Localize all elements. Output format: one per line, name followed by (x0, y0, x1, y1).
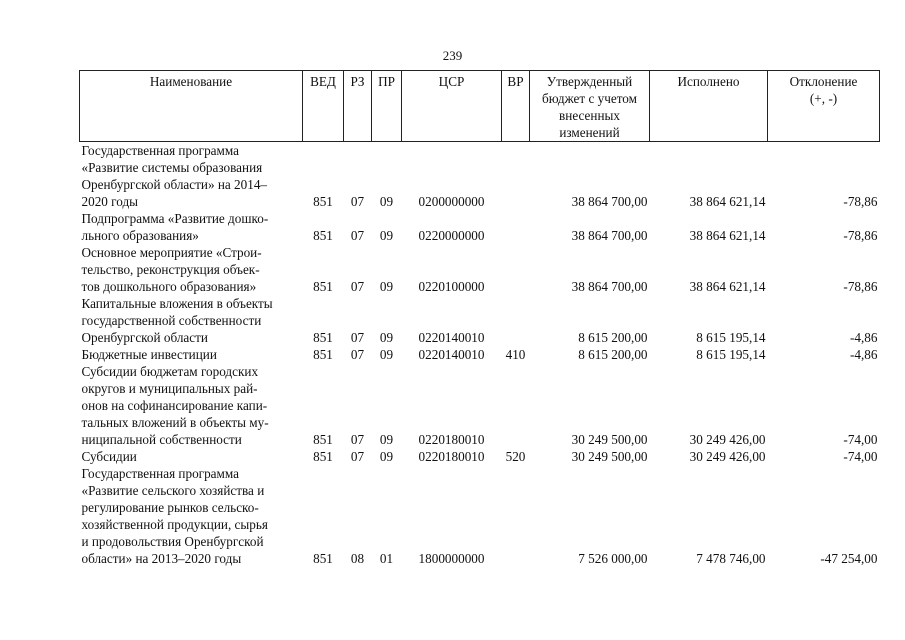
cell-name (80, 465, 303, 567)
cell-deviation: -4,86 (850, 347, 878, 362)
cell-name-line: Государственная программа (81, 466, 239, 481)
cell-name-line: Субсидии бюджетам городских (81, 364, 259, 379)
cell-pr: 09 (379, 330, 394, 345)
cell-csr: 0220000000 (418, 228, 485, 243)
cell-name-line: Бюджетные инвестиции (81, 347, 217, 362)
header-approved-line: Утвержденный (546, 74, 633, 89)
table-row (80, 244, 880, 295)
header-approved-line: бюджет с учетом (542, 91, 637, 106)
cell-executed: 8 615 195,14 (696, 330, 766, 345)
cell-executed: 7 478 746,00 (696, 551, 766, 566)
cell-ved: 851 (313, 432, 333, 447)
header-csr: ЦСР (402, 71, 502, 142)
cell-ved: 851 (313, 228, 333, 243)
cell-approved-budget: 38 864 700,00 (571, 194, 648, 209)
cell-csr: 0220100000 (418, 279, 485, 294)
cell-rz: 07 (350, 194, 365, 209)
cell-name-line: тальных вложений в объекты му- (81, 415, 269, 430)
cell-name-line: онов на софинансирование капи- (81, 398, 268, 413)
page-number: 239 (442, 48, 463, 63)
cell-ved: 851 (313, 449, 333, 464)
cell-name-line: и продовольствия Оренбургской (81, 534, 264, 549)
header-vr: ВР (502, 71, 530, 142)
cell-name-line: Оренбургской области» на 2014– (81, 177, 268, 192)
cell-rz: 07 (350, 228, 365, 243)
cell-deviation: -78,86 (843, 194, 878, 209)
cell-approved-budget: 30 249 500,00 (571, 449, 648, 464)
cell-approved-budget: 38 864 700,00 (571, 279, 648, 294)
table-row (80, 346, 880, 363)
cell-pr: 09 (379, 432, 394, 447)
cell-csr: 0220140010 (418, 347, 485, 362)
cell-name (80, 142, 303, 211)
cell-csr: 0220140010 (418, 330, 485, 345)
table-body (80, 142, 880, 568)
cell-rz: 07 (350, 449, 365, 464)
cell-deviation: -78,86 (843, 279, 878, 294)
cell-name-line: государственной собственности (81, 313, 262, 328)
cell-name-line: Государственная программа (81, 143, 239, 158)
header-deviation-line: (+, -) (809, 91, 838, 106)
cell-name (80, 295, 303, 346)
cell-name-line: Субсидии (81, 449, 137, 464)
cell-csr: 0200000000 (418, 194, 485, 209)
cell-name-line: области» на 2013–2020 годы (81, 551, 242, 566)
cell-deviation: -74,00 (843, 449, 878, 464)
cell-rz: 08 (350, 551, 365, 566)
table-row (80, 363, 880, 448)
cell-name-line: Капитальные вложения в объекты (81, 296, 273, 311)
cell-approved-budget: 8 615 200,00 (578, 347, 648, 362)
cell-name-line: 2020 годы (81, 194, 139, 209)
cell-rz: 07 (350, 279, 365, 294)
cell-csr: 0220180010 (418, 432, 485, 447)
cell-ved: 851 (313, 194, 333, 209)
cell-name (80, 363, 303, 448)
header-deviation (768, 71, 880, 142)
cell-csr: 1800000000 (418, 551, 485, 566)
cell-ved: 851 (313, 330, 333, 345)
cell-name-line: «Развитие сельского хозяйства и (81, 483, 265, 498)
cell-vr (502, 295, 530, 346)
cell-deviation: -74,00 (843, 432, 878, 447)
cell-vr (502, 142, 530, 211)
header-approved-line: изменений (559, 125, 620, 140)
header-executed: Исполнено (650, 71, 768, 142)
cell-vr (502, 465, 530, 567)
cell-rz: 07 (350, 330, 365, 345)
header-ved: ВЕД (303, 71, 344, 142)
cell-pr: 09 (379, 228, 394, 243)
table-row (80, 465, 880, 567)
cell-name-line: тельство, реконструкция объек- (81, 262, 260, 277)
cell-name-line: тов дошкольного образования» (81, 279, 257, 294)
header-pr: ПР (372, 71, 402, 142)
cell-pr: 09 (379, 347, 394, 362)
cell-deviation: -4,86 (850, 330, 878, 345)
cell-executed: 38 864 621,14 (689, 228, 766, 243)
header-rz: РЗ (344, 71, 372, 142)
cell-ved: 851 (313, 279, 333, 294)
header-approved-budget (530, 71, 650, 142)
cell-approved-budget: 7 526 000,00 (578, 551, 648, 566)
cell-name (80, 448, 303, 465)
cell-executed: 38 864 621,14 (689, 279, 766, 294)
budget-execution-table (79, 70, 880, 567)
cell-vr: 520 (505, 449, 526, 464)
cell-approved-budget: 30 249 500,00 (571, 432, 648, 447)
cell-executed: 8 615 195,14 (696, 347, 766, 362)
cell-vr (502, 363, 530, 448)
table-row (80, 295, 880, 346)
cell-ved: 851 (313, 551, 333, 566)
cell-vr (502, 210, 530, 244)
cell-name-line: Основное мероприятие «Строи- (81, 245, 262, 260)
cell-name (80, 210, 303, 244)
table-row (80, 210, 880, 244)
cell-ved: 851 (313, 347, 333, 362)
header-approved-line: внесенных (559, 108, 620, 123)
cell-pr: 09 (379, 194, 394, 209)
cell-name (80, 244, 303, 295)
cell-pr: 01 (379, 551, 394, 566)
cell-deviation: -78,86 (843, 228, 878, 243)
cell-approved-budget: 38 864 700,00 (571, 228, 648, 243)
cell-name-line: Подпрограмма «Развитие дошко- (81, 211, 269, 226)
cell-name-line: ниципальной собственности (81, 432, 242, 447)
header-deviation-line: Отклонение (789, 74, 858, 89)
cell-deviation: -47 254,00 (820, 551, 878, 566)
cell-pr: 09 (379, 449, 394, 464)
cell-vr: 410 (505, 347, 526, 362)
cell-vr (502, 244, 530, 295)
cell-executed: 30 249 426,00 (689, 432, 766, 447)
cell-name (80, 346, 303, 363)
cell-name-line: регулирование рынков сельско- (81, 500, 259, 515)
cell-name-line: «Развитие системы образования (81, 160, 263, 175)
cell-name-line: Оренбургской области (81, 330, 208, 345)
cell-approved-budget: 8 615 200,00 (578, 330, 648, 345)
table-row (80, 142, 880, 211)
cell-name-line: льного образования» (81, 228, 199, 243)
table-row (80, 448, 880, 465)
cell-executed: 30 249 426,00 (689, 449, 766, 464)
cell-pr: 09 (379, 279, 394, 294)
cell-name-line: хозяйственной продукции, сырья (81, 517, 268, 532)
cell-csr: 0220180010 (418, 449, 485, 464)
table-header-row (80, 71, 880, 142)
header-name: Наименование (80, 71, 303, 142)
cell-rz: 07 (350, 432, 365, 447)
cell-rz: 07 (350, 347, 365, 362)
cell-executed: 38 864 621,14 (689, 194, 766, 209)
cell-name-line: округов и муниципальных рай- (81, 381, 258, 396)
